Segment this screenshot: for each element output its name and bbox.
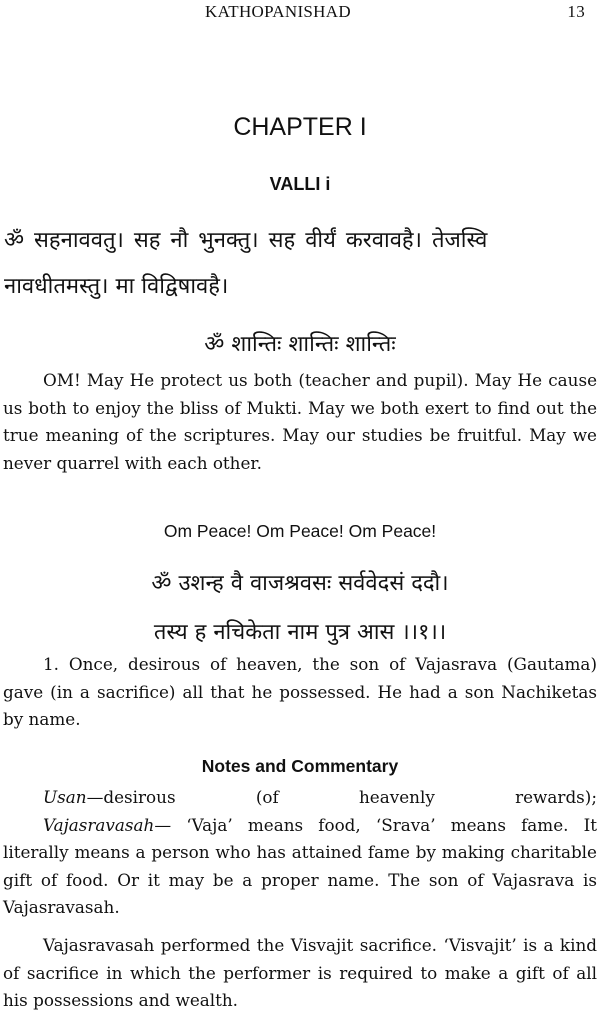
verse-1-line-1: ॐ उशन्ह वै वाजश्रवसः सर्ववेदसं ददौ। [151,571,449,596]
invocation-line-2: नावधीतमस्तु। मा विद्विषावहै। [4,274,229,299]
notes-paragraph-1-rest [3,812,597,922]
notes-paragraph-2-text: Vajasravasah performed the Visvajit sacrifice. ‘Visvajit’ is a kind of sacrifice in which the performer is required to make a gift of all his possessions and wealth. [3,935,597,1010]
invocation-translation-text: OM! May He protect us both (teacher and pupil). May He cause us both to enjoy the bliss of Mukti. May we both exert to find out the true meaning of the scriptures. May our studies be fruitful. May we never quarrel with each other. [3,370,597,473]
gloss-word: (of [255,787,279,807]
invocation-translation [3,367,597,477]
term-vajasravasah: Vajasravasah [43,814,155,835]
usan-gloss [43,784,176,812]
shanti-line: ॐ शान्तिः शान्तिः शान्तिः [204,332,396,357]
vajasravasah-explanation: — ‘Vaja’ means food, ‘Srava’ means fame. It literally means a person who has attained fame by making charitable gift of food. Or it may be a proper name. The son of Vajasrava is Vajasravasah. [3,814,597,917]
verse-1-line-2: तस्य ह नचिकेता नाम पुत्र आस ।।१।। [153,620,447,645]
verse-1-translation-text: 1. Once, desirous of heaven, the son of Vajasrava (Gautama) gave (in a sacrifice) all that he possessed. He had a son Nachiketas by name. [3,654,597,729]
notes-paragraph-2 [3,932,597,1015]
usan-meaning: —desirous [86,787,176,807]
notes-paragraph-1-first-line [3,784,597,812]
page-number: 13 [567,2,585,21]
peace-line: Om Peace! Om Peace! Om Peace! [163,521,437,541]
notes-heading: Notes and Commentary [201,756,399,776]
term-usan: Usan [43,787,87,807]
verse-1-translation [3,651,597,734]
invocation-line-1: ॐ सहनाववतु। सह नौ भुनक्तु। सह वीर्यं करवावहै। तेजस्वि [4,228,488,253]
gloss-word: heavenly [359,787,435,807]
running-head [0,2,600,26]
running-title: KATHOPANISHAD [205,2,351,21]
chapter-heading: CHAPTER I [233,113,367,141]
notes-paragraph-1 [3,784,597,922]
valli-heading: VALLI i [269,174,331,194]
gloss-word: rewards); [515,787,597,807]
